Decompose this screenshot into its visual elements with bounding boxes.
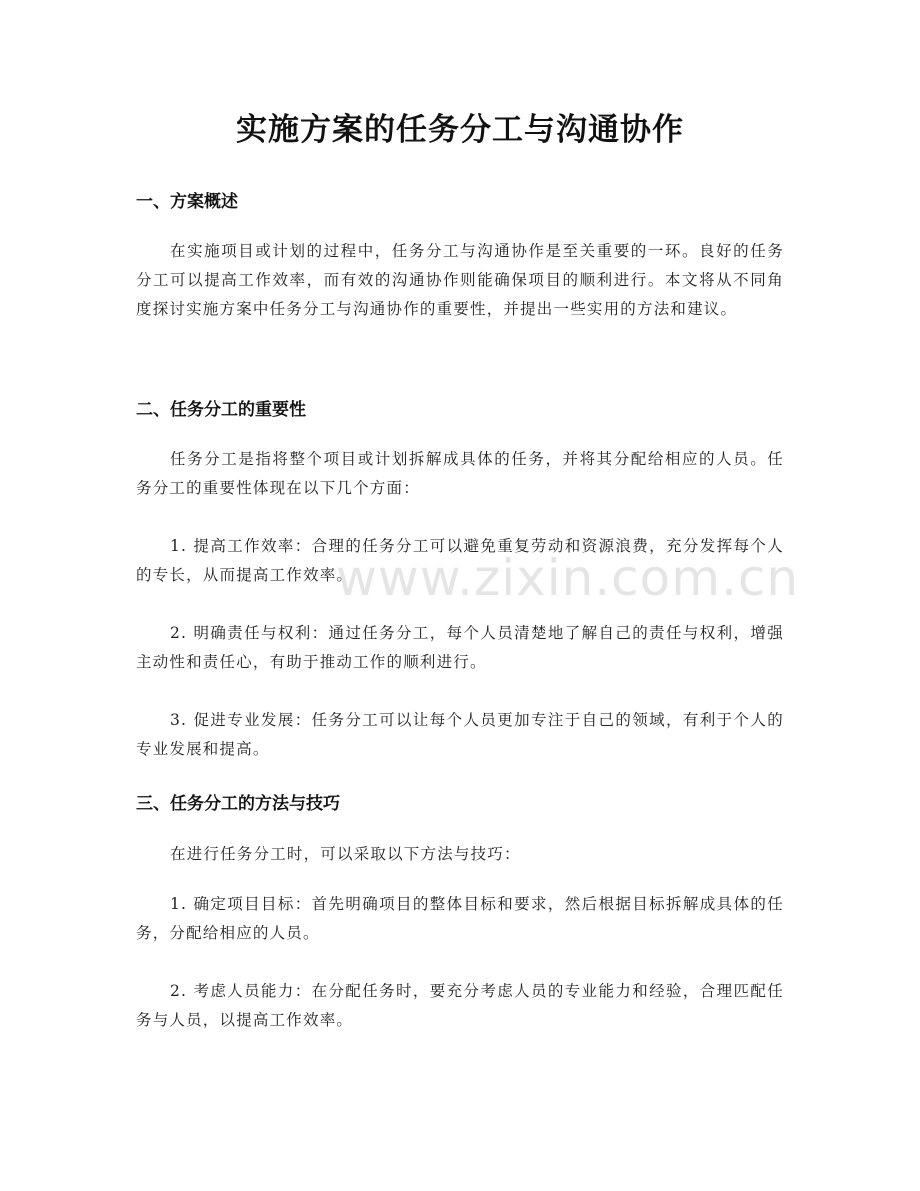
section-2-list-item-2: 2. 明确责任与权利：通过任务分工，每个人员清楚地了解自己的责任与权利，增强主动性和责任心，有助于推动工作的顺利进行。 (136, 624, 784, 671)
section-3-list-item-2: 2. 考虑人员能力：在分配任务时，要充分考虑人员的专业能力和经验，合理匹配任务与人员，以提高工作效率。 (136, 982, 784, 1029)
section-2-paragraph-1: 任务分工是指将整个项目或计划拆解成具体的任务，并将其分配给相应的人员。任务分工的重要性体现在以下几个方面： (136, 450, 784, 497)
section-3-paragraph-1: 在进行任务分工时，可以采取以下方法与技巧： (170, 845, 521, 863)
section-2-list-item-1: 1. 提高工作效率：合理的任务分工可以避免重复劳动和资源浪费，充分发挥每个人的专长，从而提高工作效率。 (136, 537, 784, 584)
section-1-paragraph-1: 在实施项目或计划的过程中，任务分工与沟通协作是至关重要的一环。良好的任务分工可以提高工作效率，而有效的沟通协作则能确保项目的顺利进行。本文将从不同角度探讨实施方案中任务分工与沟通协作的重要性，并提出一些实用的方法和建议。 (136, 242, 784, 318)
document-title: 实施方案的任务分工与沟通协作 (236, 112, 684, 148)
section-heading-2: 二、任务分工的重要性 (136, 400, 306, 420)
section-2-list-item-3: 3. 促进专业发展：任务分工可以让每个人员更加专注于自己的领域，有利于个人的专业发展和提高。 (136, 711, 784, 758)
section-heading-3: 三、任务分工的方法与技巧 (136, 794, 340, 814)
watermark: www.zixin.com.cn (336, 549, 800, 607)
section-3-list-item-1: 1. 确定项目目标：首先明确项目的整体目标和要求，然后根据目标拆解成具体的任务，分配给相应的人员。 (136, 895, 784, 942)
section-heading-1: 一、方案概述 (136, 192, 238, 212)
